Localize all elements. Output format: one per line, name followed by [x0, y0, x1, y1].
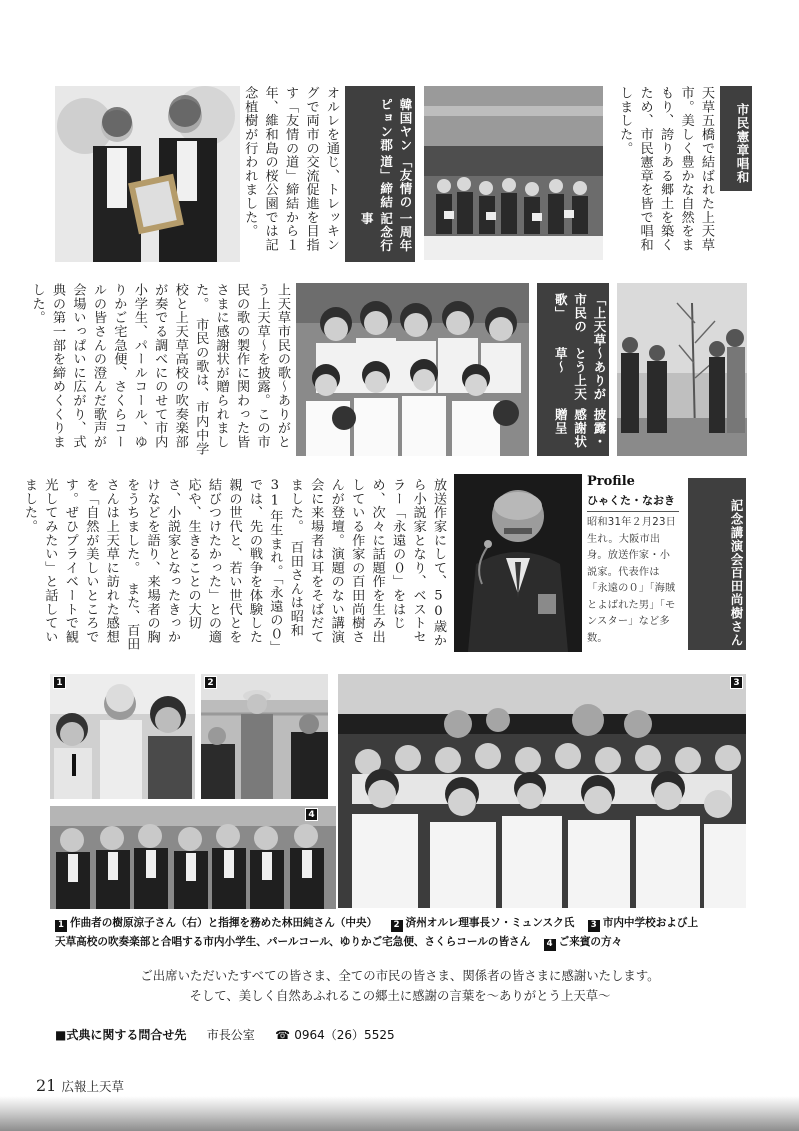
sec3-header-line2: ～ありがとう上天草～ [553, 347, 607, 402]
contact-office: 市長公室 [206, 1028, 255, 1042]
footer-bar [0, 1096, 799, 1131]
sec1-header: 市民憲章唱和 [720, 86, 752, 191]
photo-3-choir [338, 674, 746, 908]
profile-body: 昭和31年２月23日生れ。大阪市出身。放送作家・小説家。代表作は「永遠の０」「海賊とよばれた男」「モンスター」など多数。 [587, 517, 677, 644]
profile-name: ひゃくた・なおき [587, 492, 679, 512]
profile-title: Profile [587, 474, 635, 489]
photo-1-number: 1 [53, 676, 66, 689]
photo-2-number: 2 [204, 676, 217, 689]
profile-box [587, 474, 679, 652]
page-number: 21 [36, 1076, 57, 1095]
thanks-message [40, 966, 760, 1006]
sec3-header-line3: 披露・感謝状贈呈 [553, 407, 607, 449]
sec4-header-line2: 百田尚樹さん [729, 566, 744, 648]
caption-num-3: 3 [588, 920, 600, 932]
photo-citizen-charter [424, 86, 603, 260]
sec2-header-line2: 「友情の道」締結 [378, 155, 413, 210]
caption-num-4: 4 [544, 939, 556, 951]
phone-icon: ☎ [275, 1028, 291, 1042]
sec2-header-line3: 一周年記念行事 [359, 212, 413, 253]
caption-num-2: 2 [391, 920, 403, 932]
photo-4-guests [50, 806, 336, 909]
sec3-body: 上天草市民の歌～ありがとう上天草～を披露。この市民の歌の製作に関わった皆さまに感謝状が贈られました。 市民の歌は、市内中学校と上天草高校の吹奏楽部が奏でる調べにのせて市内小学生、パールコール、ゆりかご宅急便、さくらコールの皆さんの澄んだ歌声が会場いっぱいに広がり、式典の第一部を締めくくりました。 [29, 283, 290, 456]
sec3-header-line1: 「上天草市民の歌」 [553, 293, 607, 347]
footer-page-info [36, 1076, 124, 1095]
sec4-body: 放送作家にして、50歳から小説家となり、ベストセラー「永遠の０」をはじめ、次々に話題作を生み出している作家の百田尚樹さんが登壇。演題のない講演会に来場者は耳をそばだてました。 百田さんは昭和31年生まれ。「永遠の０」では、先の戦争を体験した親の世代と、若い世代とを結びつけたかった」との適応や、生きることの大切さ、小説家となったきっかけなどを語り、来場者の胸をうちました。 また、百田さんは上天草に訪れた感想を「自然が美しいところです。ぜひプライベートで観光してみたい」と話していました。 [21, 478, 446, 655]
thanks-line-2: そして、美しく自然あふれるこの郷土に感謝の言葉を～ありがとう上天草～ [189, 988, 611, 1003]
sec3-header [537, 283, 609, 456]
photo-choir-children [296, 283, 529, 456]
caption-text-4: ご来賓の方々 [558, 936, 623, 948]
contact-label: ■式典に関する問合せ先 [55, 1028, 187, 1042]
sec2-header-line1: 韓国ヤンピョン郡 [378, 98, 413, 152]
sec4-header-line1: 記念講演会 [729, 498, 744, 567]
photo-hyakuta-lecture [454, 474, 582, 652]
publication-title: 広報上天草 [61, 1079, 124, 1094]
sec1-body: 天草五橋で結ばれた上天草市。美しく豊かな自然をまもり、誇りある郷土を築くため、市民憲章を皆で唱和しました。 [617, 86, 714, 252]
caption-text-3b: 天草高校の吹奏楽部と合唱する市内小学生、パールコール、ゆりかご宅急便、さくらコールの皆さん [55, 936, 531, 948]
photo-captions [55, 914, 755, 952]
caption-num-1: 1 [55, 920, 67, 932]
photo-2-olle [201, 674, 328, 799]
contact-phone: 0964（26）5525 [294, 1028, 395, 1042]
photo-4-number: 4 [305, 808, 318, 821]
caption-text-3a: 市内中学校および上 [602, 917, 699, 929]
sec2-body: オルレを通じ、トレッキングで両市の交流促進を目指す「友情の道」締結から１年、維和島の桜公園では記念植樹が行われました。 [242, 86, 339, 252]
sec2-header [345, 86, 415, 262]
caption-line-2 [55, 933, 755, 952]
caption-text-1: 作曲者の樹原涼子さん（右）と指揮を務めた林田純さん（中央） [70, 917, 378, 929]
photo-yangpyeong [55, 86, 240, 262]
photo-tree-planting [617, 283, 747, 456]
thanks-line-1: ご出席いただいたすべての皆さま、全ての市民の皆さま、関係者の皆さまに感謝いたします。 [140, 968, 660, 983]
photo-1-composer [50, 674, 195, 799]
caption-line-1 [55, 914, 755, 933]
photo-3-number: 3 [730, 676, 743, 689]
contact-info [55, 1026, 395, 1043]
sec4-header [688, 478, 746, 650]
caption-text-2: 済州オルレ理事長ソ・ミュンスク氏 [405, 917, 575, 929]
